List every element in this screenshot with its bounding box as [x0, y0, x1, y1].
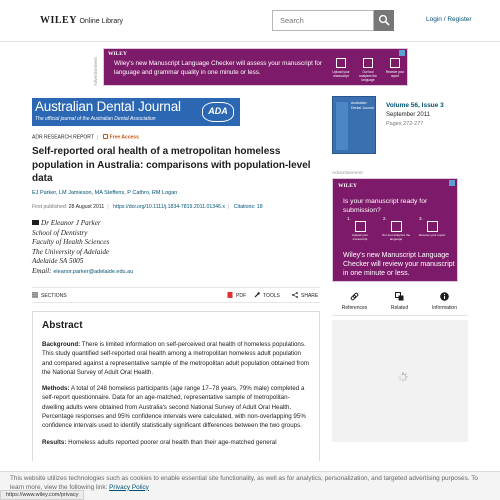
mail-icon — [32, 220, 39, 225]
search-box — [272, 10, 374, 31]
upload-icon — [355, 221, 366, 232]
report-icon — [390, 58, 400, 68]
status-bar-url: https://www.wiley.com/privacy — [0, 490, 84, 500]
search-icon — [378, 14, 390, 26]
wiley-logo[interactable] — [40, 15, 123, 26]
ad-brand: WILEY — [108, 51, 127, 57]
ad-step: Upload your manuscript — [329, 54, 353, 84]
ad-step: Our tool analyzes the language — [356, 54, 380, 84]
doi-link[interactable]: https://doi.org/10.1111/j.1834-7819.2011.01346.x — [113, 204, 225, 210]
unlock-icon — [103, 134, 108, 139]
abstract-heading: Abstract — [42, 320, 83, 331]
list-icon — [32, 292, 38, 298]
correspondence-address: Dr Eleanor J Parker School of Dentistry Faculty of Health Sciences The University of Adelaide Adelaide SA 5005 Email: eleanor.parker@adelaide.edu.au — [32, 219, 134, 275]
abstract-results: Results: Homeless adults reported poorer oral health than their age-matched general — [42, 438, 277, 446]
ad-steps — [345, 217, 450, 247]
journal-cover-image[interactable] — [332, 96, 376, 154]
pdf-button[interactable]: PDF — [227, 292, 246, 299]
abstract-section — [32, 311, 320, 461]
ad-brand: WILEY — [338, 183, 357, 189]
wrench-icon — [254, 292, 260, 298]
issue-pages: Pages 272-277 — [386, 121, 424, 127]
analyze-icon — [391, 221, 402, 232]
share-icon — [292, 292, 298, 298]
side-advertisement[interactable] — [332, 178, 458, 282]
free-access-badge: Free Access — [109, 134, 139, 141]
ad-text: Wiley's new Manuscript Language Checker will assess your manuscript for language and grammar quality in one minute or less. — [114, 60, 323, 76]
analyze-icon — [363, 58, 373, 68]
tab-content-panel — [332, 320, 468, 442]
tools-button[interactable]: TOOLS — [254, 292, 280, 299]
article-toolbar — [32, 287, 320, 303]
published-date: 28 August 2011 — [68, 204, 105, 210]
cookie-text: This website utilizes technologies such as cookies to enable essential site functionality, as well as for analytics, personalization, and targeted advertising purposes. To learn more, view the following link: Privacy Policy — [10, 475, 478, 491]
ad-step: Receive your report — [383, 54, 407, 84]
article-type: ADR RESEARCH REPORT — [32, 134, 94, 141]
advertisement-label: Advertisement — [93, 57, 98, 86]
journal-title: Australian Dental Journal — [35, 99, 181, 114]
search-input[interactable] — [273, 11, 373, 30]
email-link[interactable]: eleanor.parker@adelaide.edu.au — [53, 268, 134, 275]
cover-title: Australian Dental Journal — [351, 101, 374, 110]
site-header — [0, 0, 500, 42]
cover-stripe — [336, 102, 348, 150]
search-button[interactable] — [374, 10, 394, 31]
advertisement-label: Advertisement — [332, 171, 363, 176]
abstract-background: Background: There is limited information on self-perceived oral health of homeless populations. This study quantified self-reported oral health among a metropolitan homeless adult population and compared against a representative sample of the metropolitan adult population obtained from the National Survey of Adult Oral Health. — [42, 341, 309, 376]
info-icon — [440, 292, 449, 301]
related-icon — [395, 292, 404, 301]
article-title: Self-reported oral health of a metropolitan homeless population in Australia: comparisons with population-level data — [32, 146, 311, 184]
ad-close-icon[interactable] — [449, 180, 455, 186]
share-button[interactable]: SHARE — [292, 292, 318, 299]
report-icon — [427, 221, 438, 232]
ad-step: 2. Our tool analyzes the language — [381, 216, 411, 241]
tab-information[interactable]: Information — [422, 292, 467, 311]
published-label: First published: — [32, 204, 68, 210]
ad-steps — [329, 54, 407, 84]
citations-link[interactable]: Citations: 18 — [233, 204, 263, 210]
link-icon — [350, 292, 359, 301]
upload-icon — [336, 58, 346, 68]
journal-subtitle: The official journal of the Australian Dental Association — [35, 116, 156, 122]
ad-close-icon[interactable] — [399, 50, 405, 56]
ad-step: 3. Receive your report — [418, 216, 446, 237]
article-type-line: ADR RESEARCH REPORT | Free Access — [32, 134, 139, 141]
abstract-methods: Methods: A total of 248 homeless participants (age range 17–78 years, 79% male) completed a self-report questionnaire. Data for an age-matched, representative sample of metropolitan-dwelling adults were obtained from Australia's second National Survey of Adult Oral Health. Percentage responses and 95% confidence intervals were calculated, with non-overlapping 95% confidence intervals used to identify statistically significant differences between the two groups. — [42, 385, 306, 430]
logo-suffix: Online Library — [79, 18, 124, 25]
ad-step: 1. Upload your manuscript — [347, 216, 369, 241]
ada-logo: ADA — [202, 102, 234, 122]
logo-brand: WILEY — [40, 15, 77, 26]
top-advertisement[interactable] — [103, 48, 408, 86]
sections-button[interactable]: SECTIONS — [32, 292, 67, 299]
ad-question: Is your manuscript ready for submission? — [343, 198, 428, 214]
pdf-icon — [227, 292, 233, 298]
journal-banner[interactable] — [32, 98, 240, 126]
tab-references[interactable]: References — [332, 292, 377, 311]
author-list[interactable]: EJ Parker, LM Jamieson, MA Steffens, P Cathro, RM Logan — [32, 190, 178, 196]
ad-message: Wiley's new Manuscript Language Checker will review your manuscript in one minute or less. — [343, 252, 455, 277]
publication-info: First published: 28 August 2011 | https://doi.org/10.1111/j.1834-7819.2011.01346.x | Citations: 18 — [32, 204, 263, 210]
issue-volume-link[interactable]: Volume 56, Issue 3 — [386, 102, 444, 109]
loading-spinner-icon — [398, 372, 408, 382]
privacy-policy-link[interactable]: Privacy Policy — [109, 483, 149, 491]
right-panel-tabs — [332, 292, 468, 316]
login-register-link[interactable]: Login / Register — [426, 16, 472, 23]
tab-related[interactable]: Related — [377, 292, 422, 311]
issue-date: September 2011 — [386, 112, 430, 118]
